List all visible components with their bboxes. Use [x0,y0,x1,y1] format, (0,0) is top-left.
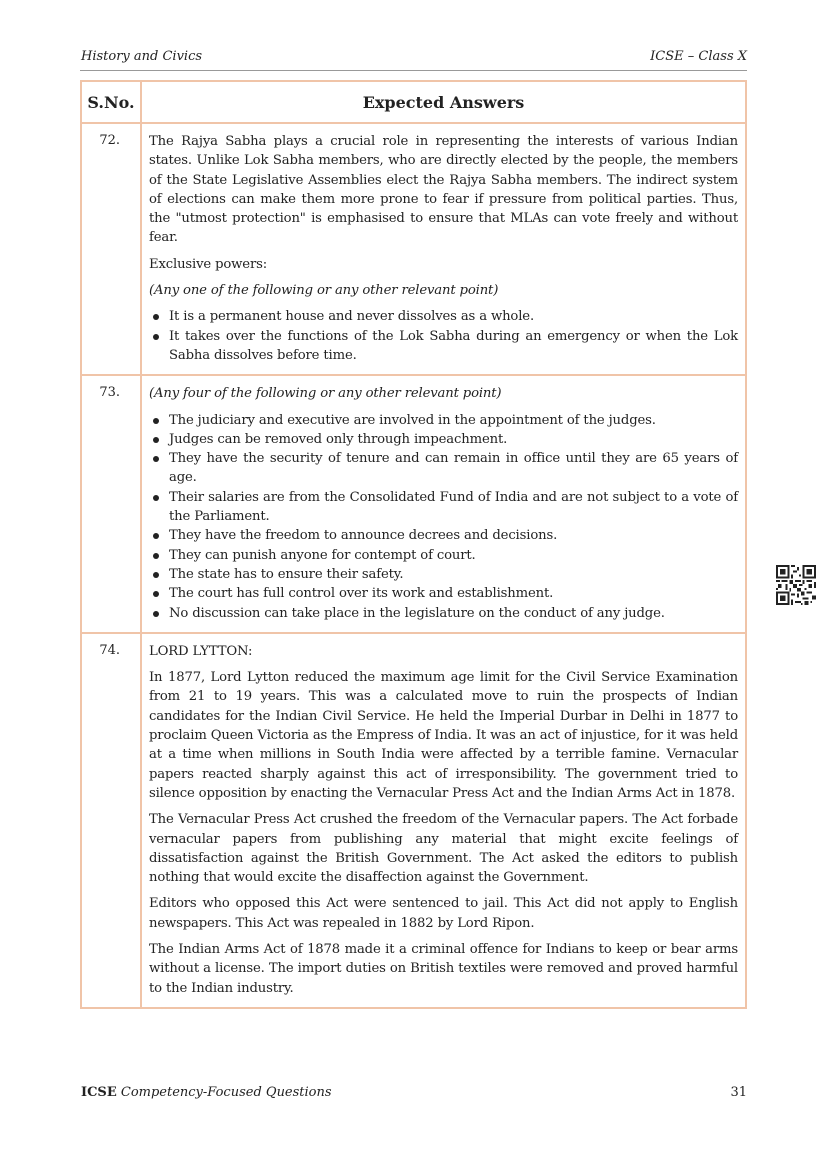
answer-paragraph: The Rajya Sabha plays a crucial role in representing the interests of various Indian states. Unlike Lok Sabha members, who are directly elected by the people, the members of the State Legislative Assemblies elect the Rajya Sabha members. The indirect system of elections can make them more prone to fear if pressure from political parties. Thus, the "utmost protection" is emphasised to ensure that MLAs can vote freely and without fear. [149,134,738,246]
qr-code-icon[interactable] [776,565,816,605]
col-header-sno: S.No. [81,81,141,123]
table-row [81,633,746,1008]
bullet-list [149,307,738,365]
page-number: 31 [730,1085,747,1100]
answer-paragraph: The Indian Arms Act of 1878 made it a criminal offence for Indians to keep or bear arms without a license. The import duties on British textiles were removed and proved harmful to the Indian industry. [149,941,738,996]
running-header-subject: History and Civics [81,49,203,64]
bullet-list [149,411,738,623]
marking-note: (Any four of the following or any other relevant point) [149,386,502,402]
marking-note: (Any one of the following or any other relevant point) [149,283,499,299]
list-item: The court has full control over its work and establishment. [169,584,738,603]
question-number: 73. [81,375,141,633]
list-item: They have the freedom to announce decrees and decisions. [169,526,738,545]
header-rule [80,70,747,71]
footer-title [81,1085,332,1100]
answer-cell [141,123,746,375]
answers-table [80,80,747,1009]
table-row [81,123,746,375]
answer-paragraph: Exclusive powers: [149,256,268,272]
answer-heading: LORD LYTTON: [149,643,253,659]
answer-cell [141,375,746,633]
answer-paragraph: The Vernacular Press Act crushed the freedom of the Vernacular papers. The Act forbade vernacular papers from publishing any material that might excite feelings of dissatisfaction against the British Government. The Act asked the editors to publish nothing that would excite the disaffection against the Government. [149,812,738,886]
list-item: They have the security of tenure and can remain in office until they are 65 years of age. [169,449,738,488]
question-number: 74. [81,633,141,1008]
list-item: Judges can be removed only through impeachment. [169,430,738,449]
table-row [81,375,746,633]
question-number: 72. [81,123,141,375]
list-item: They can punish anyone for contempt of court. [169,546,738,565]
footer-brand: ICSE [81,1085,117,1100]
running-header-class: ICSE – Class X [650,49,747,64]
footer-subtitle: Competency-Focused Questions [120,1085,332,1100]
list-item: Their salaries are from the Consolidated Fund of India and are not subject to a vote of the Parliament. [169,488,738,527]
answer-paragraph: Editors who opposed this Act were sentenced to jail. This Act did not apply to English newspapers. This Act was repealed in 1882 by Lord Ripon. [149,896,738,931]
answer-cell [141,633,746,1008]
list-item: It takes over the functions of the Lok Sabha during an emergency or when the Lok Sabha dissolves before time. [169,327,738,366]
list-item: No discussion can take place in the legislature on the conduct of any judge. [169,604,738,623]
list-item: The state has to ensure their safety. [169,565,738,584]
table-header-row [81,81,746,123]
col-header-answers: Expected Answers [141,81,746,123]
answer-paragraph: In 1877, Lord Lytton reduced the maximum age limit for the Civil Service Examination from 21 to 19 years. This was a calculated move to ruin the prospects of Indian candidates for the Indian Civil Service. He held the Imperial Durbar in Delhi in 1877 to proclaim Queen Victoria as the Empress of India. It was an act of injustice, for it was held at a time when millions in South India were affected by a terrible famine. Vernacular papers reacted sharply against this act of irresponsibility. The government tried to silence opposition by enacting the Vernacular Press Act and the Indian Arms Act in 1878. [149,670,738,801]
list-item: The judiciary and executive are involved in the appointment of the judges. [169,411,738,430]
list-item: It is a permanent house and never dissolves as a whole. [169,307,738,326]
